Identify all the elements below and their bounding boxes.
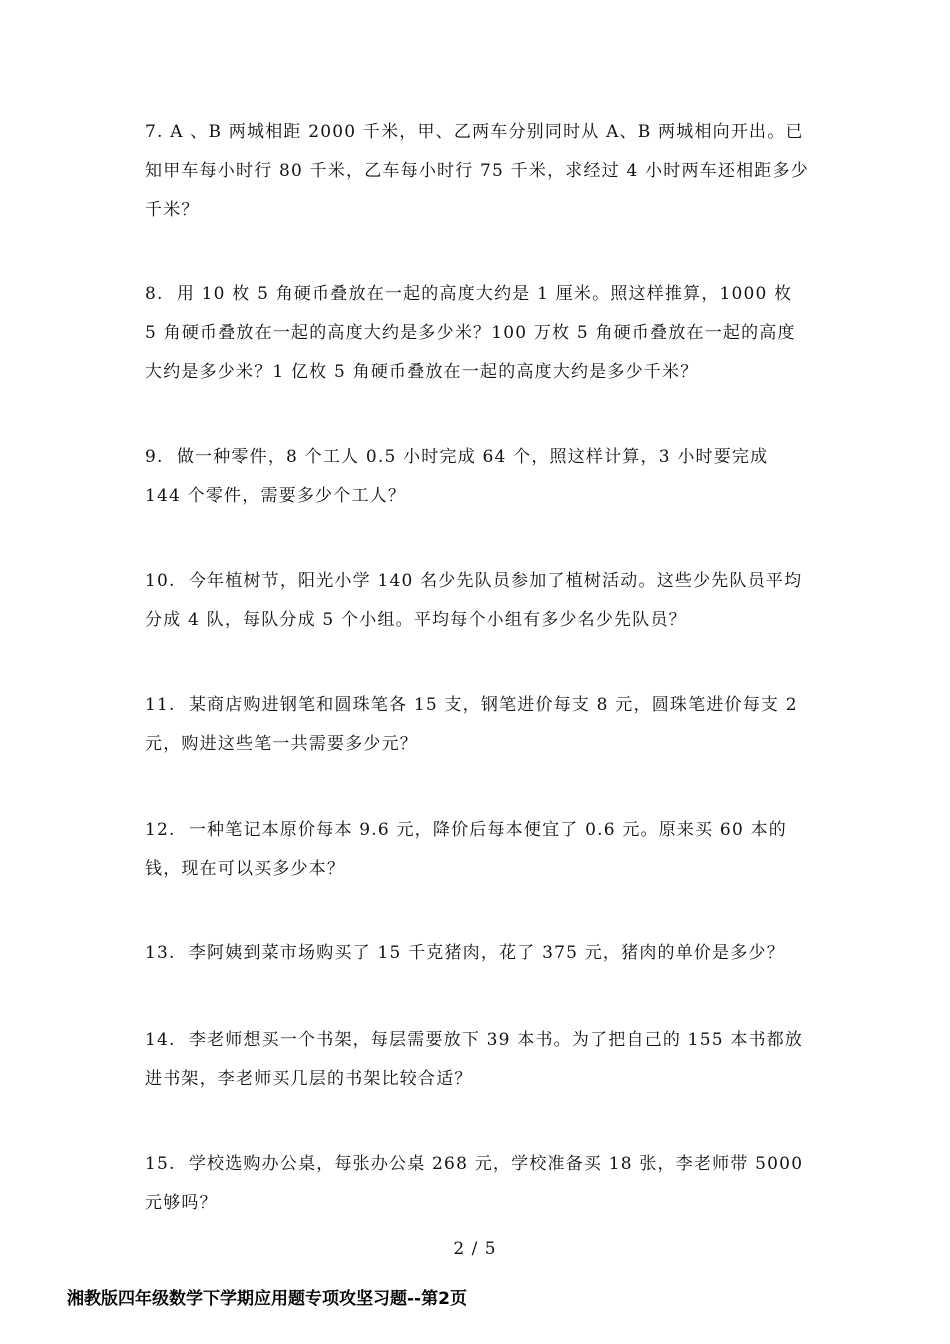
problem-8: 8. 用 10 枚 5 角硬币叠放在一起的高度大约是 1 厘米。照这样推算，1000 枚 5 角硬币叠放在一起的高度大约是多少米？100 万枚 5 角硬币叠放在一起的高度大约是多少米？1 亿枚 5 角硬币叠放在一起的高度大约是多少千米？ [145,284,799,382]
problem-10: 10. 今年植树节，阳光小学 140 名少先队员参加了植树活动。这些少先队员平均分成 4 队，每队分成 5 个小组。平均每个小组有多少名少先队员？ [145,571,803,630]
problem-9: 9. 做一种零件，8 个工人 0.5 小时完成 64 个，照这样计算，3 小时要完成 144 个零件，需要多少个工人？ [145,447,775,506]
page-number: 2 / 5 [453,1239,497,1259]
footer-title: 湘教版四年级数学下学期应用题专项攻坚习题--第2页 [67,1289,467,1309]
problem-7: 7. A 、B 两城相距 2000 千米，甲、乙两车分别同时从 A、B 两城相向开出。已知甲车每小时行 80 千米，乙车每小时行 75 千米，求经过 4 小时两车还相距多少千米？ [145,122,809,220]
problem-13: 13. 李阿姨到菜市场购买了 15 千克猪肉，花了 375 元，猪肉的单价是多少？ [145,943,785,963]
problem-11: 11. 某商店购进钢笔和圆珠笔各 15 支，钢笔进价每支 8 元，圆珠笔进价每支 2 元，购进这些笔一共需要多少元？ [145,695,805,754]
problem-15: 15. 学校选购办公桌，每张办公桌 268 元，学校准备买 18 张，李老师带 5000 元够吗？ [145,1154,810,1213]
problem-12: 12. 一种笔记本原价每本 9.6 元，降价后每本便宜了 0.6 元。原来买 60 本的钱，现在可以买多少本？ [145,820,787,879]
problem-14: 14. 李老师想买一个书架，每层需要放下 39 本书。为了把自己的 155 本书都放进书架，李老师买几层的书架比较合适？ [145,1030,804,1089]
